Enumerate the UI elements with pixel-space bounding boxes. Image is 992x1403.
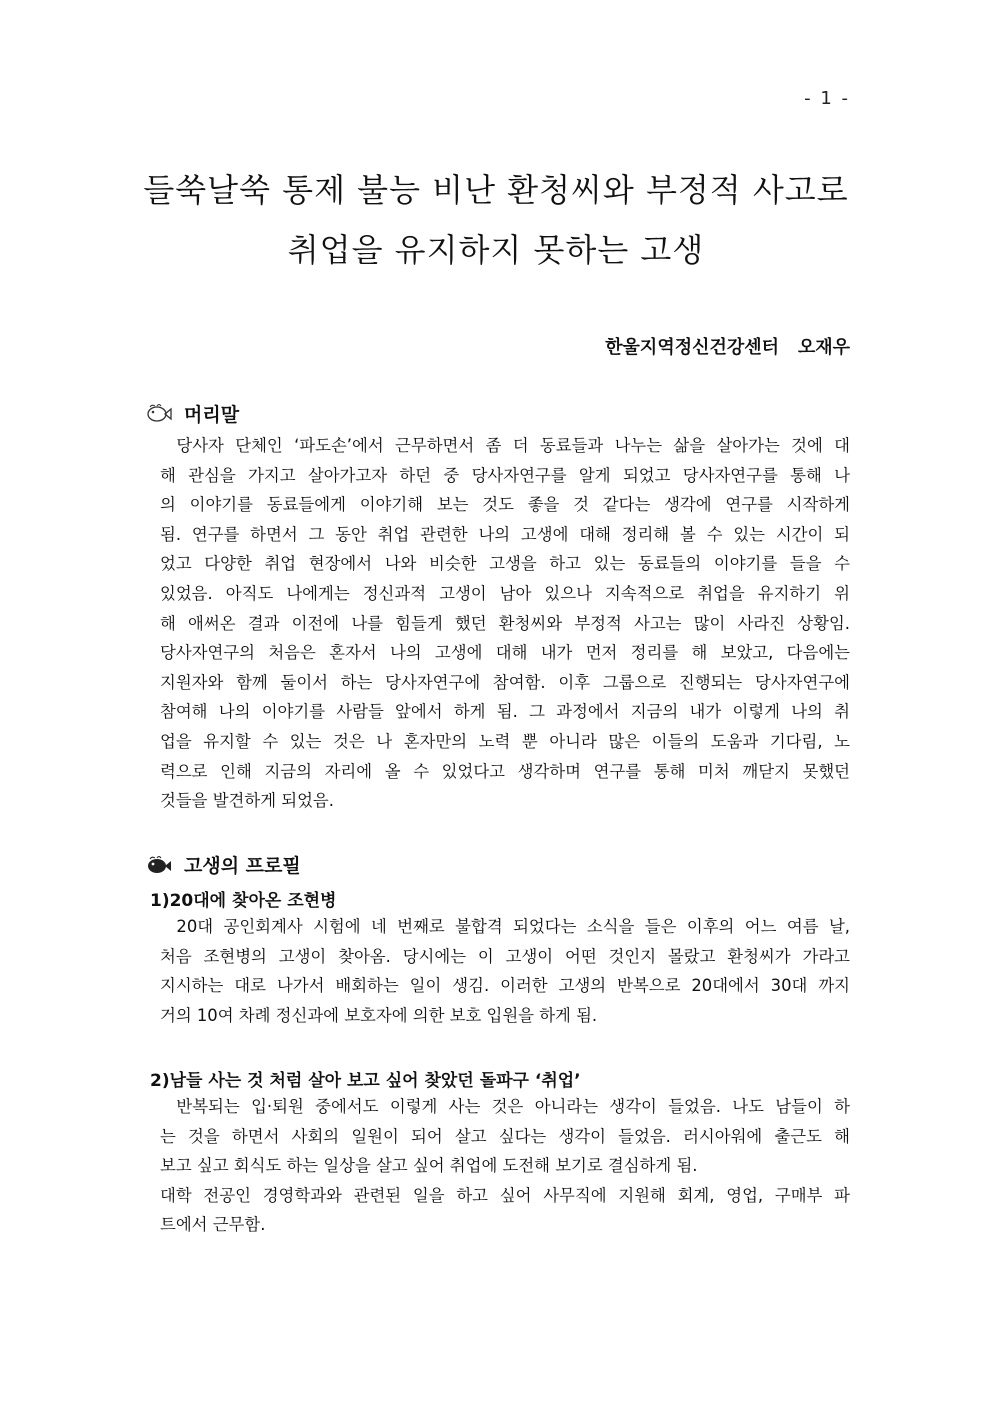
- subsection-2-paragraph: [160, 1092, 850, 1240]
- text-line: 지원자와 함께 둘이서 하는 당사자연구에 참여함. 이후 그룹으로 진행되는 당사자연구에: [160, 672, 850, 692]
- subsection-heading-1: 1)20대에 찾아온 조현병: [150, 891, 337, 911]
- section-heading-profile: [146, 851, 301, 878]
- text-line: 됨. 연구를 하면서 그 동안 취업 관련한 나의 고생에 대해 정리해 볼 수 있는 시간이 되: [160, 524, 850, 544]
- title-line-1: 들쑥날쑥 통제 불능 비난 환청씨와 부정적 사고로: [143, 171, 849, 209]
- text-line: 해 애써온 결과 이전에 나를 힘들게 했던 환청씨와 부정적 사고는 많이 사라진 상황임.: [160, 613, 850, 633]
- text-line: 었고 다양한 취업 현장에서 나와 비슷한 고생을 하고 있는 동료들의 이야기를 들을 수: [160, 554, 850, 574]
- author-line: 한울지역정신건강센터 오재우: [605, 337, 850, 358]
- text-line: 력으로 인해 지금의 자리에 올 수 있었다고 생각하며 연구를 통해 미처 깨닫지 못했던: [160, 761, 850, 781]
- text-line: 거의 10여 차례 정신과에 보호자에 의한 보호 입원을 하게 됨.: [160, 1005, 598, 1025]
- text-line: 것들을 발견하게 되었음.: [160, 791, 334, 811]
- fish-outline-icon: [146, 403, 172, 425]
- text-line: 당사자 단체인 ‘파도손’에서 근무하면서 좀 더 동료들과 나누는 삶을 살아가는 것에 대: [176, 436, 850, 455]
- text-line: 처음 조현병의 고생이 찾아옴. 당시에는 이 고생이 어떤 것인지 몰랐고 환청씨가 가라고: [160, 946, 850, 966]
- title-line-2: 취업을 유지하지 못하는 고생: [287, 231, 705, 269]
- text-line: 당사자연구의 처음은 혼자서 나의 고생에 대해 내가 먼저 정리를 해 보았고, 다음에는: [160, 643, 850, 663]
- document-title: [140, 160, 852, 280]
- text-line: 보고 싶고 회식도 하는 일상을 살고 싶어 취업에 도전해 보기로 결심하게 됨.: [160, 1156, 698, 1176]
- text-line: 20대 공인회계사 시험에 네 번째로 불합격 되었다는 소식을 들은 이후의 어느 여름 날,: [176, 917, 850, 936]
- subsection-1-paragraph: [160, 912, 850, 1030]
- intro-paragraph: [160, 431, 850, 816]
- text-line: 는 것을 하면서 사회의 일원이 되어 살고 싶다는 생각이 들었음. 러시아워에 출근도 해: [160, 1126, 850, 1146]
- text-line: 있었음. 아직도 나에게는 정신과적 고생이 남아 있으나 지속적으로 취업을 유지하기 위: [160, 583, 850, 603]
- text-line: 트에서 근무함.: [160, 1215, 266, 1235]
- page-number: - 1 -: [804, 88, 850, 109]
- text-line: 지시하는 대로 나가서 배회하는 일이 생김. 이러한 고생의 반복으로 20대에서 30대 까지: [160, 976, 850, 996]
- section-heading-profile-label: 고생의 프로필: [184, 855, 301, 877]
- text-line: 업을 유지할 수 있는 것은 나 혼자만의 노력 뿐 아니라 많은 이들의 도움과 기다림, 노: [160, 731, 850, 751]
- text-line: 해 관심을 가지고 살아가고자 하던 중 당사자연구를 알게 되었고 당사자연구를 통해 나: [160, 465, 850, 485]
- text-line: 반복되는 입·퇴원 중에서도 이렇게 사는 것은 아니라는 생각이 들었음. 나도 남들이 하: [176, 1097, 850, 1116]
- text-line: 의 이야기를 동료들에게 이야기해 보는 것도 좋을 것 같다는 생각에 연구를 시작하게: [160, 495, 850, 515]
- subsection-heading-2: 2)남들 사는 것 처럼 살아 보고 싶어 찾았던 돌파구 ‘취업’: [150, 1071, 581, 1091]
- section-heading-intro: [146, 400, 239, 427]
- section-heading-intro-label: 머리말: [184, 404, 240, 426]
- fish-filled-icon: [146, 854, 172, 876]
- text-line: 대학 전공인 경영학과와 관련된 일을 하고 싶어 사무직에 지원해 회계, 영업, 구매부 파: [160, 1185, 850, 1205]
- text-line: 참여해 나의 이야기를 사람들 앞에서 하게 됨. 그 과정에서 지금의 내가 이렇게 나의 취: [160, 702, 850, 722]
